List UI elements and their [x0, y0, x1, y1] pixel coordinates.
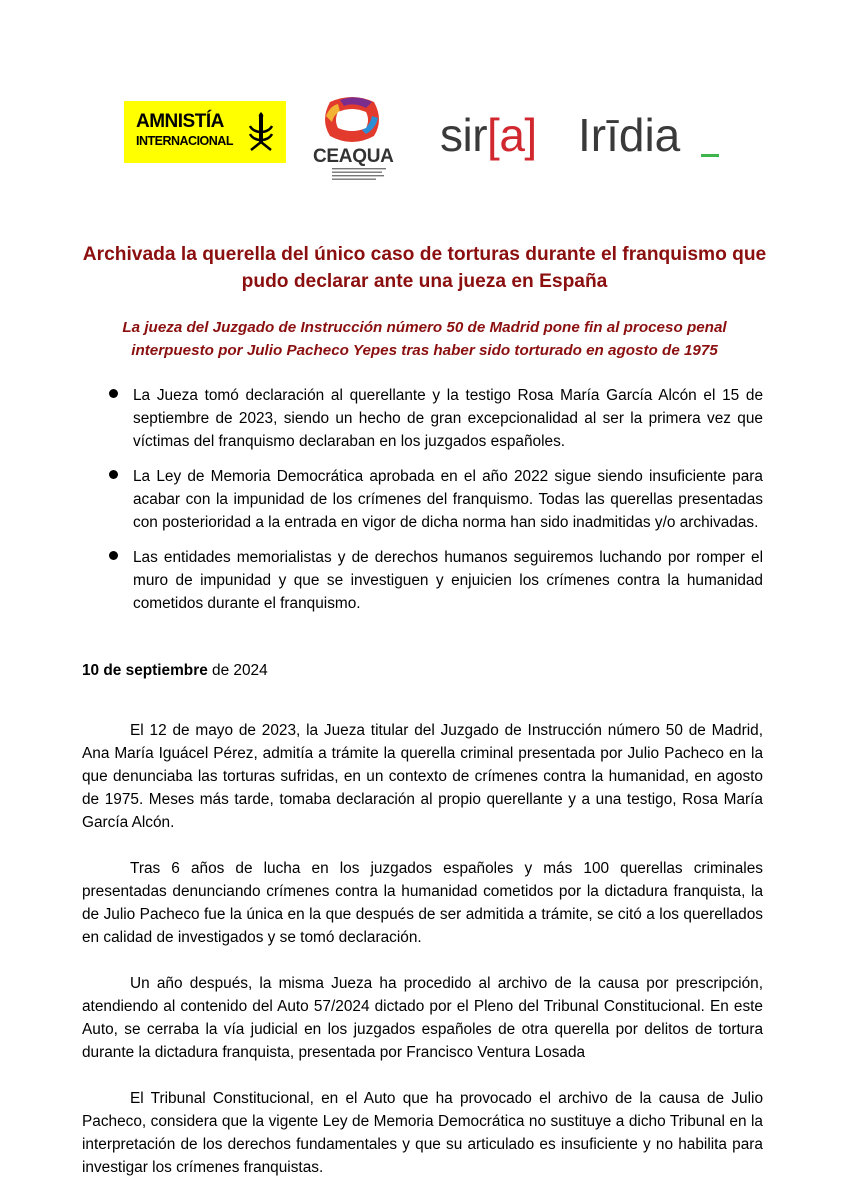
key-point-text: Las entidades memorialistas y de derechos humanos seguiremos luchando por romper el muro de impunidad y que se investiguen y enjuicien los crímenes contra la humanidad cometidos durante el franquismo. [133, 549, 763, 612]
sira-logo-text: sir [440, 109, 488, 161]
iridia-logo [578, 110, 680, 160]
key-points-list [0, 384, 849, 627]
key-point [133, 546, 763, 615]
bullet-icon [109, 551, 118, 560]
amnistia-logo-line1: AMNISTÍA [136, 111, 224, 132]
dateline-bold: 10 de septiembre [82, 662, 208, 679]
page-subtitle: La jueza del Juzgado de Instrucción número 50 de Madrid pone fin al proceso penal interpuesto por Julio Pacheco Yepes tras haber sido torturado en agosto de 1975 [122, 319, 727, 359]
amnistia-internacional-logo [124, 101, 286, 163]
dateline-year: de 2024 [207, 662, 268, 679]
body-paragraph: Un año después, la misma Jueza ha procedido al archivo de la causa por prescripción, atendiendo al contenido del Auto 57/2024 dictado por el Pleno del Tribunal Constitucional. En este Auto, se cerraba la vía judicial en los juzgados españoles de otra querella por delitos de tortura durante la dictadura franquista, presentada por Francisco Ventura Losada [82, 975, 763, 1061]
key-point [133, 465, 763, 534]
sira-logo [440, 110, 537, 160]
candle-icon [248, 112, 274, 154]
key-point-text: La Ley de Memoria Democrática aprobada en el año 2022 sigue siendo insuficiente para acabar con la impunidad de los crímenes del franquismo. Todas las querellas presentadas con posterioridad a la entrada en vigor de dicha norma han sido inadmitidas y/o archivadas. [133, 468, 763, 531]
ceaqua-emblem-icon [316, 92, 388, 150]
logo-strip [0, 92, 849, 187]
iridia-logo-underscore [701, 154, 719, 157]
sira-logo-bracket: [a] [487, 109, 537, 161]
page-title: Archivada la querella del único caso de torturas durante el franquismo que pudo declarar ante una jueza en España [82, 244, 767, 292]
body-paragraph: El Tribunal Constitucional, en el Auto que ha provocado el archivo de la causa de Julio Pacheco, considera que la vigente Ley de Memoria Democrática no sustituye a dicho Tribunal en la interpretación de los derechos fundamentales y que su articulado es insuficiente y no habilita para investigar los crímenes franquistas. [82, 1090, 763, 1176]
key-point [133, 384, 763, 453]
iridia-logo-text: Irīdia [578, 109, 681, 161]
body-paragraph: El 12 de mayo de 2023, la Jueza titular del Juzgado de Instrucción número 50 de Madrid, Ana María Iguácel Pérez, admitía a trámite la querella criminal presentada por Julio Pacheco en la que denunciaba las torturas sufridas, en un contexto de crímenes contra la humanidad, en agosto de 1975. Meses más tarde, tomaba declaración al propio querellante y a una testigo, Rosa María García Alcón. [82, 722, 763, 831]
key-point-text: La Jueza tomó declaración al querellante y la testigo Rosa María García Alcón el 15 de septiembre de 2023, siendo un hecho de gran excepcionalidad al ser la primera vez que víctimas del franquismo declaraban en los juzgados españoles. [133, 387, 763, 450]
bullet-icon [109, 389, 118, 398]
bullet-icon [109, 470, 118, 479]
ceaqua-logo-text: CEAQUA [313, 146, 394, 167]
ceaqua-logo [310, 92, 392, 187]
dateline [82, 659, 268, 682]
body-paragraph: Tras 6 años de lucha en los juzgados españoles y más 100 querellas criminales presentadas denunciando crímenes contra la humanidad cometidos por la dictadura franquista, la de Julio Pacheco fue la única en la que después de ser admitida a trámite, se citó a los querellados en calidad de investigados y se tomó declaración. [82, 860, 763, 946]
article-body [82, 719, 763, 1202]
amnistia-logo-line2: INTERNACIONAL [136, 134, 233, 148]
ceaqua-fine-print [332, 167, 388, 181]
